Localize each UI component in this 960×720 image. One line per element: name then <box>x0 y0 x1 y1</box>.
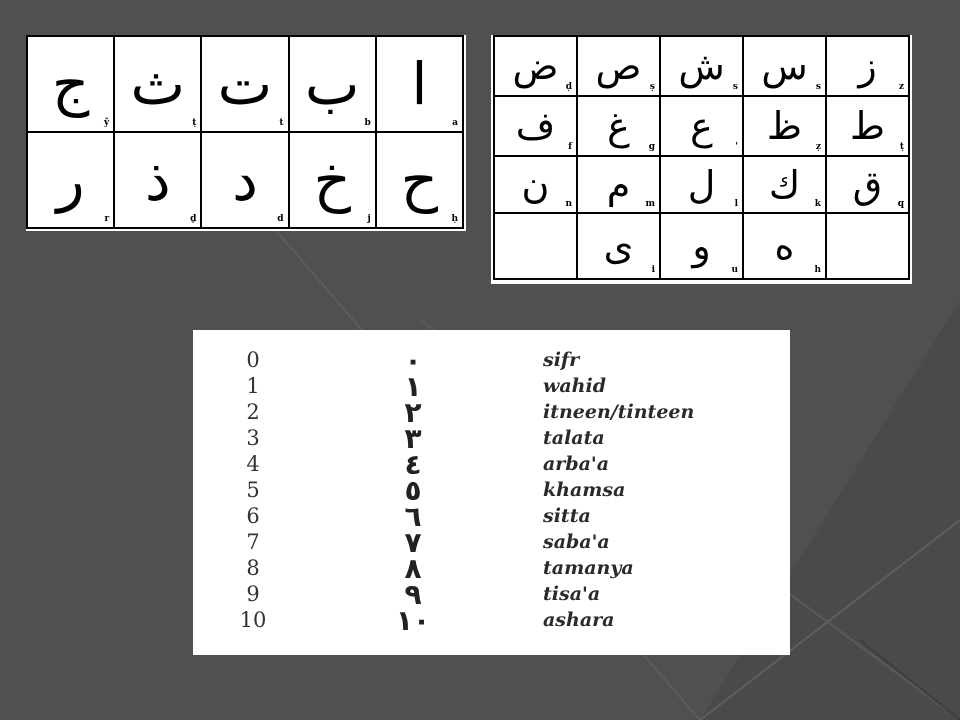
transliteration-label: s <box>815 82 821 93</box>
arabic-letter: ل <box>687 162 716 207</box>
arabic-letter: ض <box>512 44 559 89</box>
letter-cell <box>826 156 909 212</box>
transliteration-label: r <box>104 214 110 224</box>
western-numeral: 3 <box>246 426 260 450</box>
arabic-letter: ح <box>400 146 439 214</box>
letter-cell <box>494 36 577 96</box>
number-word: arba'a <box>543 453 610 475</box>
letter-cell <box>114 132 201 228</box>
arabic-letter: ص <box>595 44 642 89</box>
number-word: itneen/tinteen <box>543 401 695 423</box>
arabic-letter: ق <box>852 162 883 207</box>
transliteration-label: ṣ <box>649 82 655 93</box>
transliteration-label: ḍ <box>565 82 572 93</box>
letter-cell <box>577 36 660 96</box>
letter-cell <box>376 36 463 132</box>
number-row <box>193 552 790 585</box>
western-numeral: 5 <box>246 478 260 502</box>
arabic-letter <box>827 214 908 278</box>
western-numeral: 8 <box>246 556 260 580</box>
transliteration-label: a <box>452 118 458 128</box>
number-row <box>193 526 790 559</box>
letter-cell <box>743 96 826 156</box>
letter-cell <box>660 156 743 212</box>
number-row <box>193 370 790 403</box>
number-word: sifr <box>543 349 580 371</box>
transliteration-label: ŷ <box>103 118 110 128</box>
letter-cell <box>494 96 577 156</box>
letter-cell <box>201 132 288 228</box>
transliteration-label: q <box>897 198 904 209</box>
transliteration-label: b <box>364 118 371 128</box>
arabic-numeral: ١٠ <box>395 604 431 637</box>
letter-cell <box>376 132 463 228</box>
letter-cell <box>743 156 826 212</box>
transliteration-label: d <box>277 214 284 224</box>
transliteration-label: m <box>645 198 655 209</box>
number-word: tisa'a <box>543 583 601 605</box>
arabic-letter: ش <box>678 44 725 89</box>
transliteration-label: ḥ <box>451 214 458 224</box>
transliteration-label: f <box>568 142 572 153</box>
number-word: tamanya <box>543 557 634 579</box>
arabic-numeral: ٩ <box>404 578 422 611</box>
arabic-letter: غ <box>607 104 630 149</box>
western-numeral: 10 <box>239 608 267 632</box>
arabic-letter <box>495 214 576 278</box>
alphabet-panel-2 <box>491 35 912 284</box>
arabic-numeral: ٥ <box>404 474 422 507</box>
letter-cell <box>494 156 577 212</box>
transliteration-label: u <box>731 265 738 275</box>
letter-cell <box>494 213 577 279</box>
letter-cell <box>27 36 114 132</box>
letter-cell <box>660 36 743 96</box>
transliteration-label: z <box>898 82 904 93</box>
transliteration-label: j <box>367 214 371 224</box>
letter-cell <box>289 36 376 132</box>
arabic-letter: ت <box>217 50 273 118</box>
arabic-letter: ط <box>849 104 886 149</box>
letter-cell <box>289 132 376 228</box>
western-numeral: 2 <box>246 400 260 424</box>
number-row <box>193 604 790 637</box>
alphabet-panel-1 <box>26 35 466 231</box>
arabic-numeral: ٢ <box>404 396 422 429</box>
arabic-letter: س <box>761 44 808 89</box>
letter-cell <box>743 36 826 96</box>
letter-cell <box>114 36 201 132</box>
grid-row <box>27 36 463 132</box>
arabic-numeral: ١ <box>404 370 422 403</box>
number-row <box>193 344 790 377</box>
grid-row <box>494 36 909 96</box>
transliteration-label: l <box>734 198 738 209</box>
arabic-numeral: ٠ <box>404 344 422 377</box>
transliteration-label: ṭ <box>192 118 197 128</box>
transliteration-label: i <box>651 265 655 275</box>
number-word: khamsa <box>543 479 626 501</box>
alphabet-grid-1 <box>26 35 464 229</box>
arabic-letter: ع <box>690 104 713 149</box>
transliteration-label: g <box>648 142 655 153</box>
arabic-letter: ذ <box>144 146 171 214</box>
arabic-numeral: ٨ <box>404 552 422 585</box>
number-word: talata <box>543 427 605 449</box>
letter-cell <box>743 213 826 279</box>
transliteration-label: ṭ <box>899 142 904 153</box>
arabic-letter: ظ <box>766 104 803 149</box>
arabic-letter: ه <box>774 223 795 268</box>
numbers-panel <box>193 330 790 655</box>
arabic-letter: ب <box>304 50 360 118</box>
arabic-letter: ك <box>768 162 801 207</box>
letter-cell <box>826 36 909 96</box>
transliteration-label: ' <box>735 142 738 153</box>
arabic-numeral: ٧ <box>404 526 422 559</box>
arabic-letter: ا <box>411 50 428 118</box>
number-word: sitta <box>543 505 591 527</box>
arabic-letter: د <box>232 146 258 214</box>
letter-cell <box>577 213 660 279</box>
transliteration-label: k <box>814 198 821 209</box>
western-numeral: 4 <box>246 452 260 476</box>
arabic-letter: ج <box>51 50 90 118</box>
western-numeral: 7 <box>246 530 260 554</box>
number-word: saba'a <box>543 531 610 553</box>
number-word: ashara <box>543 609 615 631</box>
number-row <box>193 578 790 611</box>
letter-cell <box>826 96 909 156</box>
transliteration-label: t <box>279 118 284 128</box>
arabic-numeral: ٤ <box>404 448 422 481</box>
arabic-letter: ن <box>521 162 550 207</box>
western-numeral: 1 <box>246 374 260 398</box>
number-row <box>193 422 790 455</box>
arabic-numeral: ٣ <box>404 422 422 455</box>
alphabet-grid-2 <box>493 35 910 280</box>
letter-cell <box>577 96 660 156</box>
number-row <box>193 474 790 507</box>
letter-cell <box>660 213 743 279</box>
number-row <box>193 500 790 533</box>
arabic-letter: ف <box>515 104 556 149</box>
grid-row <box>494 96 909 156</box>
letter-cell <box>660 96 743 156</box>
arabic-numeral: ٦ <box>404 500 422 533</box>
transliteration-label: n <box>565 198 572 209</box>
letter-cell <box>201 36 288 132</box>
number-row <box>193 396 790 429</box>
arabic-letter: ر <box>56 146 85 214</box>
letter-cell <box>27 132 114 228</box>
arabic-letter: خ <box>313 146 351 214</box>
number-word: wahid <box>543 375 606 397</box>
letter-cell <box>577 156 660 212</box>
number-row <box>193 448 790 481</box>
arabic-letter: ث <box>130 50 186 118</box>
arabic-letter: و <box>692 223 711 268</box>
arabic-letter: م <box>606 162 631 207</box>
grid-row <box>494 213 909 279</box>
transliteration-label: ẓ <box>815 142 821 153</box>
arabic-letter: ى <box>603 223 634 268</box>
grid-row <box>494 156 909 212</box>
western-numeral: 0 <box>246 348 260 372</box>
transliteration-label: h <box>814 265 821 275</box>
letter-cell <box>826 213 909 279</box>
western-numeral: 6 <box>246 504 260 528</box>
western-numeral: 9 <box>246 582 260 606</box>
arabic-letter: ز <box>858 44 877 89</box>
transliteration-label: ḏ <box>190 214 197 224</box>
transliteration-label: s <box>732 82 738 93</box>
grid-row <box>27 132 463 228</box>
